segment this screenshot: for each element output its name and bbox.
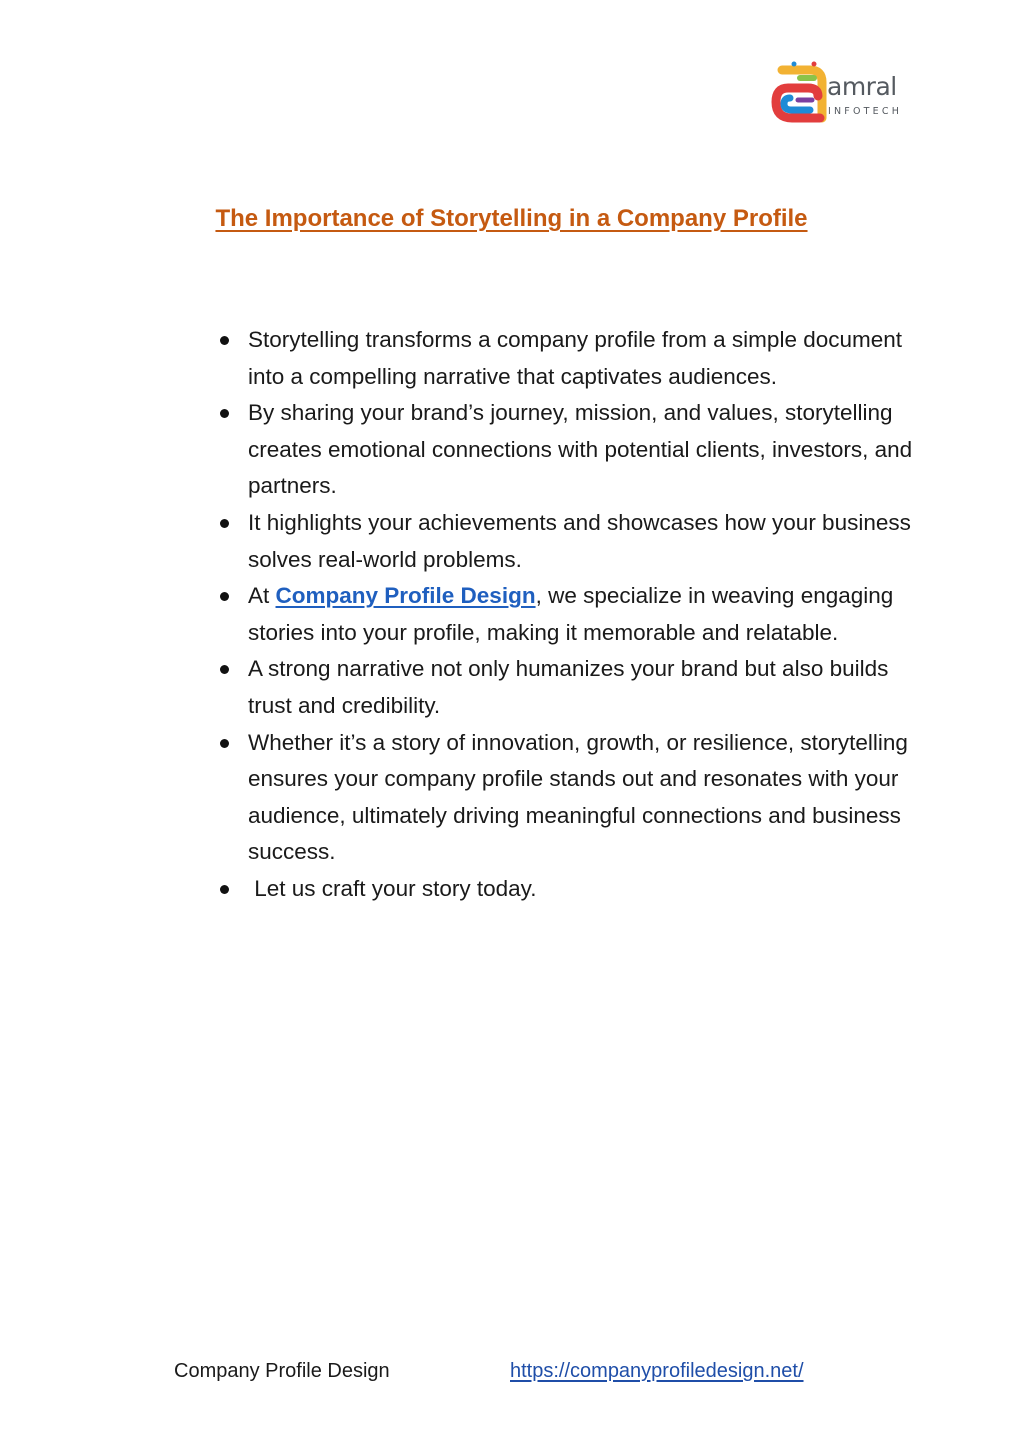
list-item-text: Whether it’s a story of innovation, growth, or resilience, storytelling ensures your company profile stands out and resonates with your audience, ultimately driving meaningful connections and business success. [248, 729, 908, 865]
list-item [218, 322, 918, 395]
footer-website-link[interactable]: https://companyprofiledesign.net/ [510, 1360, 804, 1382]
footer-company-name: Company Profile Design [174, 1360, 390, 1382]
company-profile-design-link[interactable]: Company Profile Design [275, 583, 536, 609]
list-item-suffix: , we specialize in weaving engaging stories into your profile, making it memorable and relatable. [248, 583, 894, 645]
bullet-icon [220, 519, 229, 528]
list-item [218, 651, 918, 724]
page-title: The Importance of Storytelling in a Company Profile [215, 205, 808, 232]
bullet-icon [220, 409, 229, 418]
logo-mark-icon [770, 60, 830, 128]
list-item [218, 871, 918, 908]
list-item-prefix: At [248, 583, 276, 609]
list-item-text: A strong narrative not only humanizes your brand but also builds trust and credibility. [248, 656, 889, 718]
list-item [218, 505, 918, 578]
list-item [218, 395, 918, 505]
list-item-text: By sharing your brand’s journey, mission, and values, storytelling creates emotional connections with potential clients, investors, and partners. [248, 400, 913, 499]
list-item-text: It highlights your achievements and showcases how your business solves real-world problems. [248, 509, 911, 572]
bullet-icon [220, 336, 229, 345]
list-item [218, 725, 918, 871]
bullet-icon [220, 665, 229, 674]
list-item-text: Storytelling transforms a company profile from a simple document into a compelling narrative that captivates audiences. [248, 327, 903, 389]
bullet-icon [220, 739, 229, 748]
logo-wordmark: amral [827, 72, 897, 101]
bullet-icon [220, 885, 229, 894]
bullet-icon [220, 592, 229, 601]
list-item [218, 578, 918, 651]
bullet-list [218, 322, 918, 908]
list-item-text: Let us craft your story today. [248, 875, 537, 901]
company-logo [770, 60, 905, 128]
logo-subtitle: INFOTECH [828, 106, 903, 117]
